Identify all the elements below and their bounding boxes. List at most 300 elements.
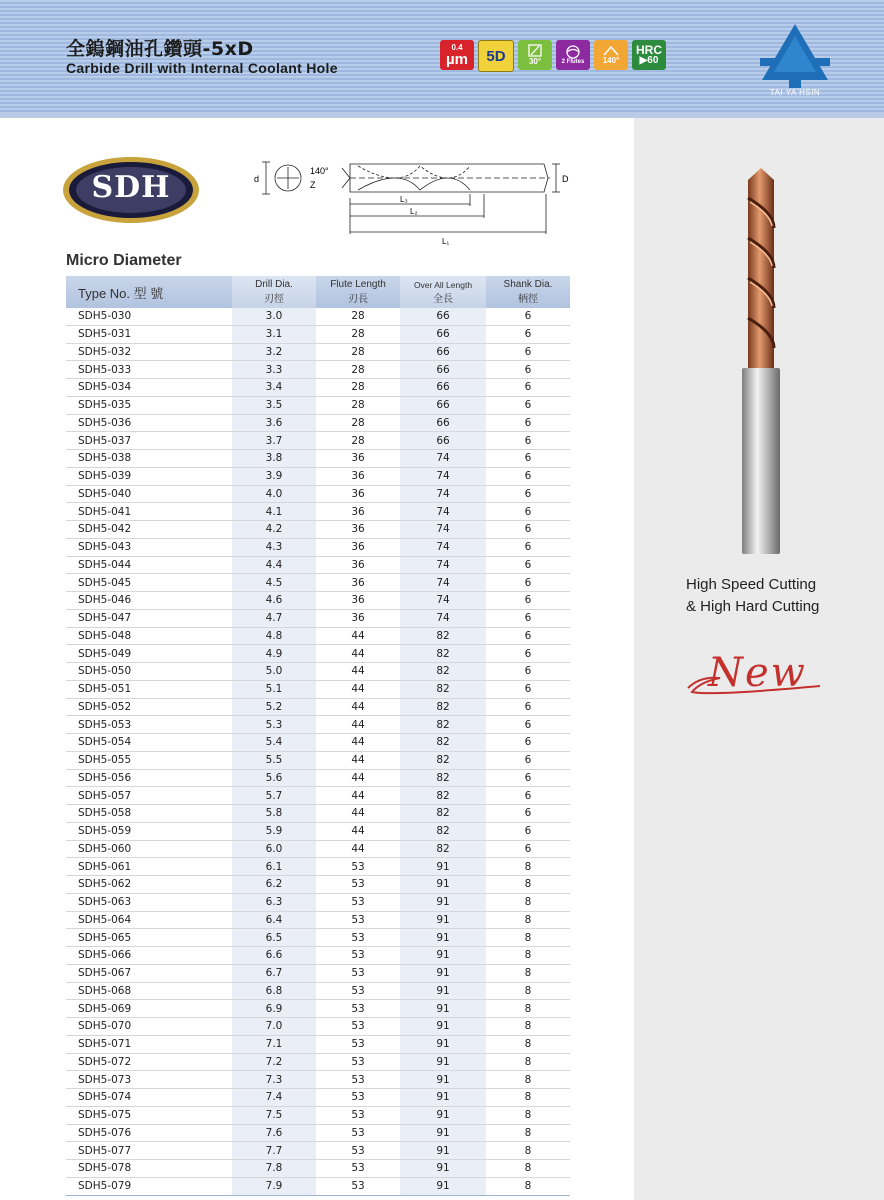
table-row (66, 1142, 570, 1160)
dim-shank-label: D (562, 174, 569, 184)
cell-type-no: SDH5-030 (66, 308, 232, 325)
cell-drill-dia: 4.3 (232, 538, 316, 556)
table-row (66, 503, 570, 521)
cell-type-no: SDH5-073 (66, 1071, 232, 1089)
cell-drill-dia: 5.6 (232, 769, 316, 787)
cell-type-no: SDH5-053 (66, 716, 232, 734)
cell-drill-dia: 4.0 (232, 485, 316, 503)
table-row (66, 840, 570, 858)
cell-overall-length: 91 (400, 1071, 486, 1089)
slogan (686, 574, 819, 618)
cell-overall-length: 82 (400, 645, 486, 663)
cell-flute-length: 36 (316, 467, 400, 485)
table-row (66, 1018, 570, 1036)
header-flute-length (316, 276, 400, 308)
cell-overall-length: 66 (400, 361, 486, 379)
cell-overall-length: 66 (400, 396, 486, 414)
cell-shank-dia: 6 (486, 734, 570, 752)
header-shank-dia-en: Shank Dia. (503, 279, 553, 290)
cell-overall-length: 91 (400, 964, 486, 982)
table-row (66, 627, 570, 645)
cell-drill-dia: 7.6 (232, 1124, 316, 1142)
cell-shank-dia: 8 (486, 1000, 570, 1018)
cell-overall-length: 91 (400, 1142, 486, 1160)
cell-shank-dia: 6 (486, 698, 570, 716)
cell-shank-dia: 8 (486, 1018, 570, 1036)
cell-flute-length: 53 (316, 893, 400, 911)
slogan-line-1: High Speed Cutting (686, 576, 817, 593)
cell-type-no: SDH5-044 (66, 556, 232, 574)
cell-drill-dia: 7.5 (232, 1106, 316, 1124)
cell-overall-length: 74 (400, 485, 486, 503)
table-row (66, 485, 570, 503)
cell-drill-dia: 3.8 (232, 450, 316, 468)
table-row (66, 1053, 570, 1071)
cell-type-no: SDH5-070 (66, 1018, 232, 1036)
cell-overall-length: 82 (400, 751, 486, 769)
table-row (66, 964, 570, 982)
new-label: New (708, 650, 807, 696)
cell-shank-dia: 6 (486, 308, 570, 325)
cell-overall-length: 91 (400, 1053, 486, 1071)
cell-overall-length: 74 (400, 538, 486, 556)
cell-overall-length: 66 (400, 308, 486, 325)
cell-type-no: SDH5-041 (66, 503, 232, 521)
header-flute-length-zh: 刃長 (348, 294, 368, 305)
cell-shank-dia: 6 (486, 325, 570, 343)
dim-d-label: d (254, 174, 260, 184)
cell-type-no: SDH5-075 (66, 1106, 232, 1124)
cell-shank-dia: 6 (486, 574, 570, 592)
cell-overall-length: 91 (400, 893, 486, 911)
cell-flute-length: 36 (316, 521, 400, 539)
cell-drill-dia: 6.1 (232, 858, 316, 876)
cell-type-no: SDH5-045 (66, 574, 232, 592)
cell-shank-dia: 8 (486, 1035, 570, 1053)
cell-type-no: SDH5-061 (66, 858, 232, 876)
cell-drill-dia: 5.4 (232, 734, 316, 752)
cell-shank-dia: 8 (486, 982, 570, 1000)
cell-flute-length: 53 (316, 876, 400, 894)
cell-overall-length: 91 (400, 1089, 486, 1107)
table-row (66, 876, 570, 894)
cell-flute-length: 36 (316, 592, 400, 610)
table-row (66, 1177, 570, 1195)
cell-drill-dia: 6.4 (232, 911, 316, 929)
cell-drill-dia: 3.5 (232, 396, 316, 414)
cell-type-no: SDH5-052 (66, 698, 232, 716)
cell-flute-length: 53 (316, 1142, 400, 1160)
cell-flute-length: 36 (316, 503, 400, 521)
header-drill-dia (232, 276, 316, 308)
table-row (66, 911, 570, 929)
cell-type-no: SDH5-035 (66, 396, 232, 414)
cell-flute-length: 28 (316, 308, 400, 325)
cell-overall-length: 66 (400, 379, 486, 397)
flutes-icon (556, 40, 590, 70)
table-row (66, 858, 570, 876)
cell-drill-dia: 3.6 (232, 414, 316, 432)
table-row (66, 663, 570, 681)
cell-flute-length: 44 (316, 698, 400, 716)
cell-shank-dia: 6 (486, 840, 570, 858)
cell-shank-dia: 8 (486, 1053, 570, 1071)
cell-drill-dia: 5.0 (232, 663, 316, 681)
table-row (66, 734, 570, 752)
drill-bit-image-icon (736, 168, 786, 560)
cell-flute-length: 53 (316, 1106, 400, 1124)
table-row (66, 1000, 570, 1018)
cell-type-no: SDH5-034 (66, 379, 232, 397)
cell-type-no: SDH5-051 (66, 680, 232, 698)
cell-type-no: SDH5-060 (66, 840, 232, 858)
cell-type-no: SDH5-037 (66, 432, 232, 450)
cell-flute-length: 28 (316, 325, 400, 343)
cell-type-no: SDH5-047 (66, 609, 232, 627)
cell-shank-dia: 6 (486, 485, 570, 503)
micron-icon (440, 40, 474, 70)
cell-flute-length: 44 (316, 840, 400, 858)
cell-drill-dia: 6.7 (232, 964, 316, 982)
cell-drill-dia: 6.2 (232, 876, 316, 894)
cell-drill-dia: 5.3 (232, 716, 316, 734)
table-row (66, 929, 570, 947)
cell-drill-dia: 3.3 (232, 361, 316, 379)
cell-flute-length: 36 (316, 485, 400, 503)
table-row (66, 680, 570, 698)
company-logo-icon (760, 22, 830, 96)
table-row (66, 574, 570, 592)
cell-shank-dia: 6 (486, 450, 570, 468)
cell-shank-dia: 6 (486, 822, 570, 840)
cell-drill-dia: 7.4 (232, 1089, 316, 1107)
cell-overall-length: 82 (400, 680, 486, 698)
cell-drill-dia: 6.9 (232, 1000, 316, 1018)
cell-overall-length: 91 (400, 1000, 486, 1018)
cell-overall-length: 74 (400, 503, 486, 521)
cell-flute-length: 28 (316, 396, 400, 414)
cell-flute-length: 53 (316, 964, 400, 982)
cell-shank-dia: 8 (486, 911, 570, 929)
cell-type-no: SDH5-076 (66, 1124, 232, 1142)
cell-overall-length: 82 (400, 769, 486, 787)
cell-type-no: SDH5-056 (66, 769, 232, 787)
cell-flute-length: 36 (316, 609, 400, 627)
cell-overall-length: 91 (400, 1124, 486, 1142)
helix-angle-icon (518, 40, 552, 70)
section-title: Micro Diameter (66, 252, 182, 269)
header-shank-dia (486, 276, 570, 308)
table-row (66, 538, 570, 556)
table-row (66, 751, 570, 769)
header-drill-dia-zh: 刃徑 (264, 294, 284, 305)
cell-overall-length: 74 (400, 521, 486, 539)
cell-drill-dia: 4.7 (232, 609, 316, 627)
cell-overall-length: 82 (400, 698, 486, 716)
micron-value: 0.4 (451, 42, 463, 52)
cell-shank-dia: 8 (486, 964, 570, 982)
cell-type-no: SDH5-033 (66, 361, 232, 379)
table-row (66, 769, 570, 787)
cell-type-no: SDH5-050 (66, 663, 232, 681)
cell-type-no: SDH5-038 (66, 450, 232, 468)
table-row (66, 947, 570, 965)
cell-shank-dia: 6 (486, 538, 570, 556)
cell-shank-dia: 8 (486, 929, 570, 947)
micron-unit: µm (446, 50, 468, 68)
cell-overall-length: 66 (400, 343, 486, 361)
five-d-icon (478, 40, 514, 72)
cell-flute-length: 44 (316, 751, 400, 769)
cell-type-no: SDH5-074 (66, 1089, 232, 1107)
cell-shank-dia: 6 (486, 503, 570, 521)
cell-shank-dia: 6 (486, 592, 570, 610)
cell-overall-length: 74 (400, 556, 486, 574)
cell-flute-length: 44 (316, 716, 400, 734)
cell-drill-dia: 4.4 (232, 556, 316, 574)
slogan-line-2: & High Hard Cutting (686, 598, 820, 615)
cell-overall-length: 91 (400, 1018, 486, 1036)
cell-type-no: SDH5-055 (66, 751, 232, 769)
table-row (66, 379, 570, 397)
cell-flute-length: 53 (316, 911, 400, 929)
sdh-badge-label: SDH (91, 170, 171, 205)
cell-type-no: SDH5-048 (66, 627, 232, 645)
cell-flute-length: 53 (316, 1053, 400, 1071)
five-d-label: 5D (486, 47, 506, 65)
cell-type-no: SDH5-040 (66, 485, 232, 503)
cell-drill-dia: 6.3 (232, 893, 316, 911)
cell-shank-dia: 6 (486, 805, 570, 823)
cell-type-no: SDH5-036 (66, 414, 232, 432)
cell-type-no: SDH5-057 (66, 787, 232, 805)
cell-drill-dia: 5.1 (232, 680, 316, 698)
table-row (66, 1089, 570, 1107)
cell-flute-length: 28 (316, 432, 400, 450)
cell-overall-length: 82 (400, 822, 486, 840)
cell-overall-length: 91 (400, 947, 486, 965)
helix-angle-label: 30° (528, 57, 542, 66)
cell-shank-dia: 8 (486, 1089, 570, 1107)
table-row (66, 325, 570, 343)
hrc-icon (632, 40, 666, 70)
cell-flute-length: 44 (316, 627, 400, 645)
cell-flute-length: 36 (316, 574, 400, 592)
header-overall-length-zh: 全長 (433, 293, 453, 305)
cell-flute-length: 53 (316, 1071, 400, 1089)
table-row (66, 556, 570, 574)
spec-icons (440, 40, 666, 72)
cell-shank-dia: 8 (486, 1177, 570, 1195)
cell-type-no: SDH5-031 (66, 325, 232, 343)
cell-shank-dia: 6 (486, 716, 570, 734)
table-row (66, 1106, 570, 1124)
cell-flute-length: 44 (316, 822, 400, 840)
cell-flute-length: 28 (316, 379, 400, 397)
cell-type-no: SDH5-046 (66, 592, 232, 610)
table-row (66, 343, 570, 361)
cell-overall-length: 91 (400, 1177, 486, 1195)
cell-overall-length: 91 (400, 1035, 486, 1053)
cell-type-no: SDH5-077 (66, 1142, 232, 1160)
cell-overall-length: 66 (400, 325, 486, 343)
cell-drill-dia: 5.7 (232, 787, 316, 805)
cell-shank-dia: 8 (486, 893, 570, 911)
table-row (66, 396, 570, 414)
cell-overall-length: 91 (400, 982, 486, 1000)
table-row (66, 467, 570, 485)
cell-type-no: SDH5-058 (66, 805, 232, 823)
header-flute-length-en: Flute Length (330, 279, 386, 290)
cell-drill-dia: 6.5 (232, 929, 316, 947)
cell-overall-length: 82 (400, 840, 486, 858)
table-row (66, 592, 570, 610)
cell-type-no: SDH5-078 (66, 1160, 232, 1178)
cell-type-no: SDH5-032 (66, 343, 232, 361)
cell-shank-dia: 6 (486, 343, 570, 361)
cell-shank-dia: 6 (486, 609, 570, 627)
dim-l3-label: L₃ (400, 195, 408, 204)
cell-type-no: SDH5-064 (66, 911, 232, 929)
table-row (66, 645, 570, 663)
cell-type-no: SDH5-068 (66, 982, 232, 1000)
cell-shank-dia: 8 (486, 858, 570, 876)
cell-overall-length: 91 (400, 1160, 486, 1178)
cell-overall-length: 82 (400, 734, 486, 752)
cell-flute-length: 44 (316, 787, 400, 805)
cell-drill-dia: 7.3 (232, 1071, 316, 1089)
cell-overall-length: 74 (400, 592, 486, 610)
cell-shank-dia: 6 (486, 414, 570, 432)
cell-flute-length: 53 (316, 1089, 400, 1107)
cell-drill-dia: 3.2 (232, 343, 316, 361)
table-row (66, 432, 570, 450)
cell-drill-dia: 4.2 (232, 521, 316, 539)
cell-flute-length: 53 (316, 1160, 400, 1178)
table-row (66, 787, 570, 805)
cell-type-no: SDH5-042 (66, 521, 232, 539)
cell-drill-dia: 5.8 (232, 805, 316, 823)
cell-drill-dia: 7.0 (232, 1018, 316, 1036)
cell-drill-dia: 7.9 (232, 1177, 316, 1195)
spec-table (66, 276, 570, 1196)
dim-angle-label: 140° (310, 166, 329, 176)
header-overall-length (400, 276, 486, 308)
cell-overall-length: 74 (400, 450, 486, 468)
table-row (66, 361, 570, 379)
cell-shank-dia: 6 (486, 680, 570, 698)
cell-overall-length: 82 (400, 787, 486, 805)
cell-type-no: SDH5-054 (66, 734, 232, 752)
brand-name: TAI YA HSIN (769, 88, 821, 97)
cell-shank-dia: 6 (486, 556, 570, 574)
table-row (66, 805, 570, 823)
hrc-value: ▶60 (639, 55, 659, 66)
cell-drill-dia: 5.2 (232, 698, 316, 716)
table-row (66, 822, 570, 840)
table-row (66, 521, 570, 539)
cell-flute-length: 44 (316, 645, 400, 663)
cell-flute-length: 53 (316, 1018, 400, 1036)
cell-shank-dia: 6 (486, 769, 570, 787)
cell-flute-length: 53 (316, 1000, 400, 1018)
cell-drill-dia: 5.5 (232, 751, 316, 769)
cell-type-no: SDH5-069 (66, 1000, 232, 1018)
flute-symbol-icon (565, 45, 581, 59)
cell-drill-dia: 4.6 (232, 592, 316, 610)
cell-drill-dia: 4.1 (232, 503, 316, 521)
header-drill-dia-en: Drill Dia. (255, 279, 293, 290)
cell-overall-length: 82 (400, 805, 486, 823)
cell-flute-length: 28 (316, 361, 400, 379)
cell-type-no: SDH5-062 (66, 876, 232, 894)
table-row (66, 1160, 570, 1178)
cell-shank-dia: 8 (486, 876, 570, 894)
cell-drill-dia: 3.7 (232, 432, 316, 450)
flutes-label: 2 Flutes (561, 59, 585, 65)
cell-flute-length: 28 (316, 343, 400, 361)
cell-flute-length: 53 (316, 982, 400, 1000)
cell-shank-dia: 8 (486, 1160, 570, 1178)
helix-symbol-icon (527, 44, 543, 58)
header-type-no: Type No. 型 號 (66, 276, 232, 308)
hrc-label: HRC (636, 43, 662, 57)
cell-overall-length: 91 (400, 876, 486, 894)
cell-type-no: SDH5-071 (66, 1035, 232, 1053)
cell-type-no: SDH5-059 (66, 822, 232, 840)
cell-shank-dia: 8 (486, 1071, 570, 1089)
dim-z-label: Z (310, 180, 316, 190)
table-row (66, 1124, 570, 1142)
dim-l2-label: L₂ (410, 207, 418, 216)
cell-shank-dia: 8 (486, 1142, 570, 1160)
cell-overall-length: 91 (400, 1106, 486, 1124)
cell-overall-length: 82 (400, 627, 486, 645)
cell-shank-dia: 8 (486, 1124, 570, 1142)
cell-overall-length: 74 (400, 609, 486, 627)
cell-drill-dia: 3.9 (232, 467, 316, 485)
cell-flute-length: 44 (316, 734, 400, 752)
dim-l1-label: L₁ (442, 237, 450, 246)
cell-shank-dia: 8 (486, 1106, 570, 1124)
cell-flute-length: 44 (316, 805, 400, 823)
cell-shank-dia: 8 (486, 947, 570, 965)
cell-drill-dia: 7.8 (232, 1160, 316, 1178)
cell-flute-length: 53 (316, 1177, 400, 1195)
cell-drill-dia: 3.0 (232, 308, 316, 325)
cell-overall-length: 74 (400, 467, 486, 485)
table-row (66, 982, 570, 1000)
cell-shank-dia: 6 (486, 379, 570, 397)
cell-drill-dia: 6.0 (232, 840, 316, 858)
cell-overall-length: 82 (400, 716, 486, 734)
table-row (66, 450, 570, 468)
cell-shank-dia: 6 (486, 627, 570, 645)
header-shank-dia-zh: 柄徑 (518, 294, 538, 305)
cell-drill-dia: 7.1 (232, 1035, 316, 1053)
cell-drill-dia: 4.9 (232, 645, 316, 663)
cell-flute-length: 44 (316, 663, 400, 681)
cell-shank-dia: 6 (486, 663, 570, 681)
cell-drill-dia: 4.8 (232, 627, 316, 645)
point-angle-icon (594, 40, 628, 70)
cell-flute-length: 53 (316, 1124, 400, 1142)
cell-type-no: SDH5-079 (66, 1177, 232, 1195)
cell-drill-dia: 5.9 (232, 822, 316, 840)
cell-overall-length: 91 (400, 858, 486, 876)
cell-flute-length: 44 (316, 769, 400, 787)
table-row (66, 609, 570, 627)
